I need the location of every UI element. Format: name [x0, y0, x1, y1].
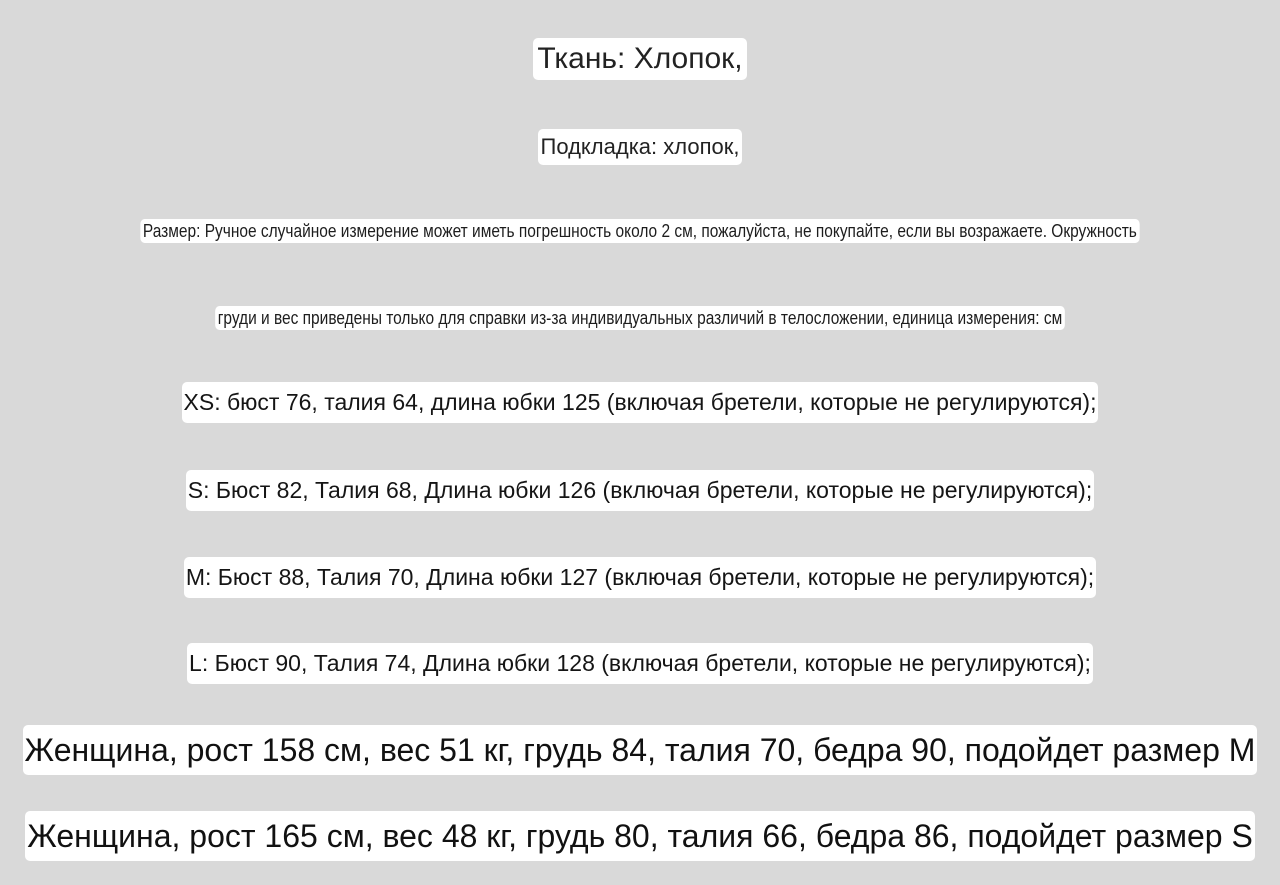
size-l-row — [0, 642, 1280, 684]
size-l-text: L: Бюст 90, Талия 74, Длина юбки 128 (включая бретели, которые не регулируются); — [187, 643, 1093, 684]
fit-example-row-1 — [0, 724, 1280, 776]
size-m-text: M: Бюст 88, Талия 70, Длина юбки 127 (включая бретели, которые не регулируются); — [184, 557, 1096, 598]
size-s-text: S: Бюст 82, Талия 68, Длина юбки 126 (включая бретели, которые не регулируются); — [186, 470, 1094, 511]
size-xs-row — [0, 381, 1280, 423]
lining-text: Подкладка: хлопок, — [538, 129, 743, 165]
fit-example-1: Женщина, рост 158 см, вес 51 кг, грудь 84, талия 70, бедра 90, подойдет размер M — [23, 725, 1258, 775]
size-note-row-2 — [0, 305, 1280, 331]
size-note-row-1 — [0, 218, 1280, 244]
fit-example-2: Женщина, рост 165 см, вес 48 кг, грудь 80, талия 66, бедра 86, подойдет размер S — [25, 811, 1255, 861]
size-note-line-2: груди и вес приведены только для справки из-за индивидуальных различий в телосложении, единица измерения: см — [215, 306, 1065, 330]
fabric-row — [0, 37, 1280, 81]
size-xs-text: XS: бюст 76, талия 64, длина юбки 125 (включая бретели, которые не регулируются); — [182, 382, 1099, 423]
size-s-row — [0, 469, 1280, 511]
fabric-text: Ткань: Хлопок, — [533, 38, 746, 80]
size-m-row — [0, 556, 1280, 598]
size-note-line-1: Размер: Ручное случайное измерение может иметь погрешность около 2 см, пожалуйста, не покупайте, если вы возражаете. Окружность — [140, 219, 1139, 243]
lining-row — [0, 128, 1280, 166]
fit-example-row-2 — [0, 810, 1280, 862]
